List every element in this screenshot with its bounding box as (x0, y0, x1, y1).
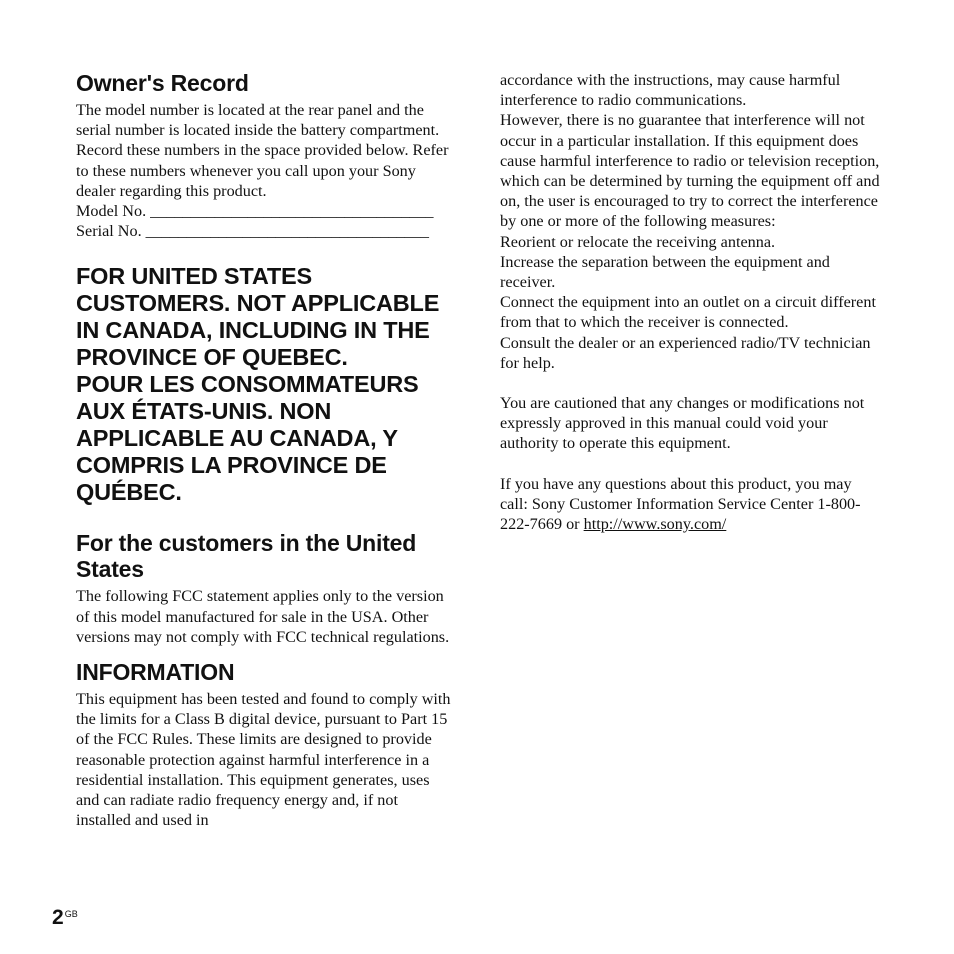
information-continued: accordance with the instructions, may cause harmful interference to radio communications. (500, 71, 841, 110)
owners-record-heading: Owner's Record (76, 70, 249, 96)
page-number-value: 2 (52, 906, 64, 929)
modification-caution: You are cautioned that any changes or modifications not expressly approved in this manual could void your authority to operate this equipment. (500, 394, 865, 453)
measure-item: Increase the separation between the equipment and receiver. (500, 252, 830, 292)
contact-text: If you have any questions about this product, you may call: Sony Customer Information Service Center 1-800-222-7669 or (500, 474, 861, 534)
measure-item: Reorient or relocate the receiving antenna. (500, 232, 776, 251)
model-number-line: Model No. ___________________________________ (76, 202, 434, 221)
left-column (76, 70, 456, 830)
owners-record-body: The model number is located at the rear panel and the serial number is located inside the battery compartment. Record these numbers in the space provided below. Refer to these numbers whenever you call upon your Sony dealer regarding this product. (76, 101, 449, 200)
right-column (500, 70, 882, 534)
contact-paragraph (500, 474, 882, 535)
measure-item: Connect the equipment into an outlet on a circuit different from that to which the receiver is connected. (500, 293, 876, 332)
sony-website-link[interactable]: http://www.sony.com/ (583, 515, 727, 534)
information-heading: INFORMATION (76, 659, 235, 686)
us-customers-body: The following FCC statement applies only to the version of this model manufactured for sale in the USA. Other versions may not comply with FCC technical regulations. (76, 587, 450, 646)
us-customers-notice-heading: FOR UNITED STATES CUSTOMERS. NOT APPLICABLE IN CANADA, INCLUDING IN THE PROVINCE OF QUEBEC. (76, 263, 440, 371)
measure-item: Consult the dealer or an experienced radio/TV technician for help. (500, 333, 871, 372)
french-notice-heading: POUR LES CONSOMMATEURS AUX ÉTATS-UNIS. NON APPLICABLE AU CANADA, Y COMPRIS LA PROVINCE DE QUÉBEC. (76, 371, 419, 506)
information-body: This equipment has been tested and found to comply with the limits for a Class B digital device, pursuant to Part 15 of the FCC Rules. These limits are designed to provide reasonable protection against harmful interference in a residential installation. This equipment generates, uses and can radiate radio frequency energy and, if not installed and used in (76, 690, 451, 830)
page-number (52, 906, 78, 930)
us-customers-heading: For the customers in the United States (76, 530, 417, 583)
interference-warning: However, there is no guarantee that interference will not occur in a particular installation. If this equipment does cause harmful interference to radio or television reception, which can be determined by turning the equipment off and on, the user is encouraged to try to correct the interference by one or more of the following measures: (500, 111, 880, 231)
serial-number-line: Serial No. ___________________________________ (76, 222, 429, 241)
page-language-suffix: GB (64, 909, 78, 919)
